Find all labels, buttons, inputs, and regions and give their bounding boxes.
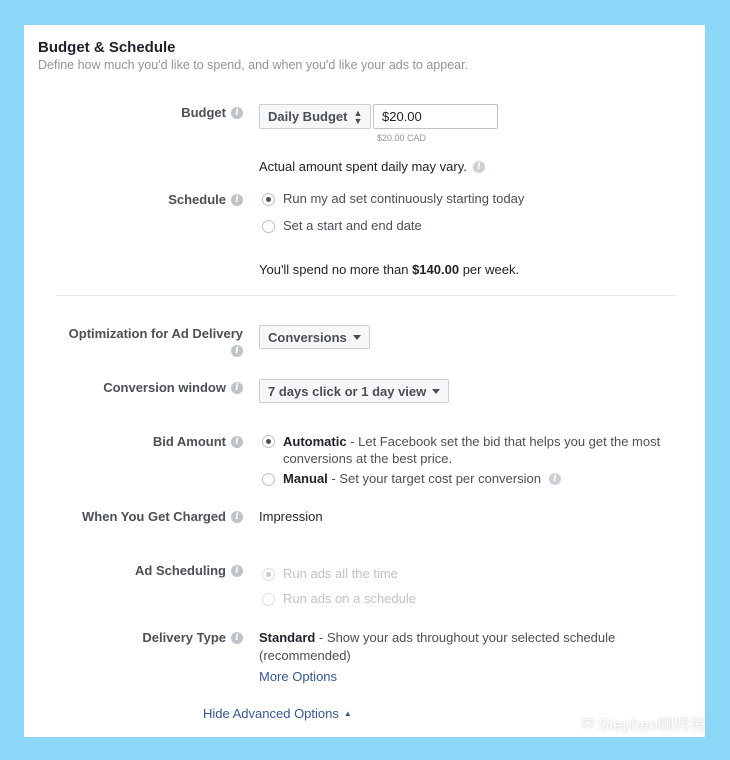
budget-note: Actual amount spent daily may vary. [259,159,467,174]
schedule-option2-text: Set a start and end date [283,218,422,233]
watermark [581,712,706,735]
weekly-spend-text [259,262,519,277]
charged-label: When You Get Charged [82,509,226,524]
bid-option-automatic[interactable] [262,433,662,467]
ad-scheduling-option-schedule[interactable] [262,591,416,606]
info-icon[interactable]: i [231,436,243,448]
bid-manual-text [283,471,541,486]
updown-arrows-icon: ▲ ▼ [353,107,363,126]
wechat-icon: ✉ [580,715,595,733]
info-icon[interactable]: i [231,194,243,206]
radio-selected[interactable] [262,193,275,206]
budget-cad-amount: $20.00 CAD [377,133,427,143]
info-icon[interactable]: i [231,382,243,394]
conversion-window-label-row [103,380,243,395]
divider [56,295,675,296]
delivery-text [259,629,659,665]
spend-prefix: You'll spend no more than [259,262,409,277]
bid-automatic-text [283,433,662,467]
bid-automatic-desc: - Let Facebook set the bid that helps you get the most conversions at the best price. [283,434,661,466]
spend-suffix: per week. [462,262,520,277]
budget-label-row [181,105,243,120]
optimization-value: Conversions [268,329,347,345]
info-icon[interactable]: i [231,511,243,523]
more-options-link[interactable]: More Options [259,669,338,684]
radio-unselected[interactable] [262,220,275,233]
caret-up-icon: ▲ [343,709,352,718]
schedule-label: Schedule [168,192,226,207]
info-icon[interactable]: i [473,161,485,173]
optimization-label-row [69,326,243,357]
section-subtitle: Define how much you'd like to spend, and when you'd like your ads to appear. [38,58,469,72]
optimization-label: Optimization for Ad Delivery [68,326,243,341]
watermark-text: Stephen聊跨境 [598,717,706,734]
ad-scheduling-option2-text: Run ads on a schedule [283,591,416,606]
schedule-option-continuous[interactable] [262,191,524,206]
budget-amount-input[interactable] [373,104,498,129]
budget-schedule-card [24,25,705,737]
delivery-label: Delivery Type [142,630,226,645]
ad-scheduling-option1-text: Run ads all the time [283,566,398,581]
info-icon[interactable]: i [231,632,243,644]
optimization-select[interactable] [259,325,370,349]
radio-unselected[interactable] [262,473,275,486]
charged-label-row [82,509,243,524]
bid-amount-label: Bid Amount [152,434,226,449]
charged-value: Impression [259,509,323,524]
budget-type-select[interactable] [259,104,371,129]
conversion-window-select[interactable] [259,379,449,403]
radio-selected[interactable] [262,435,275,448]
bid-manual-desc: - Set your target cost per conversion [331,471,541,486]
ad-scheduling-option-all-time[interactable] [262,566,398,581]
info-icon[interactable]: i [549,473,561,485]
schedule-option-start-end[interactable] [262,218,422,233]
caret-down-icon [353,335,361,340]
info-icon[interactable]: i [231,565,243,577]
caret-down-icon [432,389,440,394]
info-icon[interactable]: i [231,107,243,119]
radio-disabled-selected[interactable] [262,568,275,581]
bid-automatic-title: Automatic [283,434,347,449]
budget-label: Budget [181,105,226,120]
schedule-option1-text: Run my ad set continuously starting today [283,191,525,206]
ad-scheduling-label: Ad Scheduling [135,563,226,578]
schedule-label-row [168,192,243,207]
conversion-window-value: 7 days click or 1 day view [268,383,427,399]
bid-amount-label-row [153,434,243,449]
delivery-desc: - Show your ads throughout your selected schedule (recommended) [259,630,616,663]
info-icon[interactable]: i [231,345,243,357]
hide-advanced-text: Hide Advanced Options [203,706,339,721]
radio-disabled[interactable] [262,593,275,606]
delivery-label-row [142,630,243,645]
bid-manual-title: Manual [283,471,328,486]
conversion-window-label: Conversion window [103,380,226,395]
spend-amount: $140.00 [412,262,460,277]
section-title: Budget & Schedule [38,39,176,56]
budget-type-value: Daily Budget [268,109,348,124]
delivery-title: Standard [259,630,316,645]
ad-scheduling-label-row [135,563,243,578]
bid-option-manual[interactable] [262,471,561,486]
hide-advanced-options-link[interactable] [203,706,352,721]
budget-note-row [259,159,485,174]
